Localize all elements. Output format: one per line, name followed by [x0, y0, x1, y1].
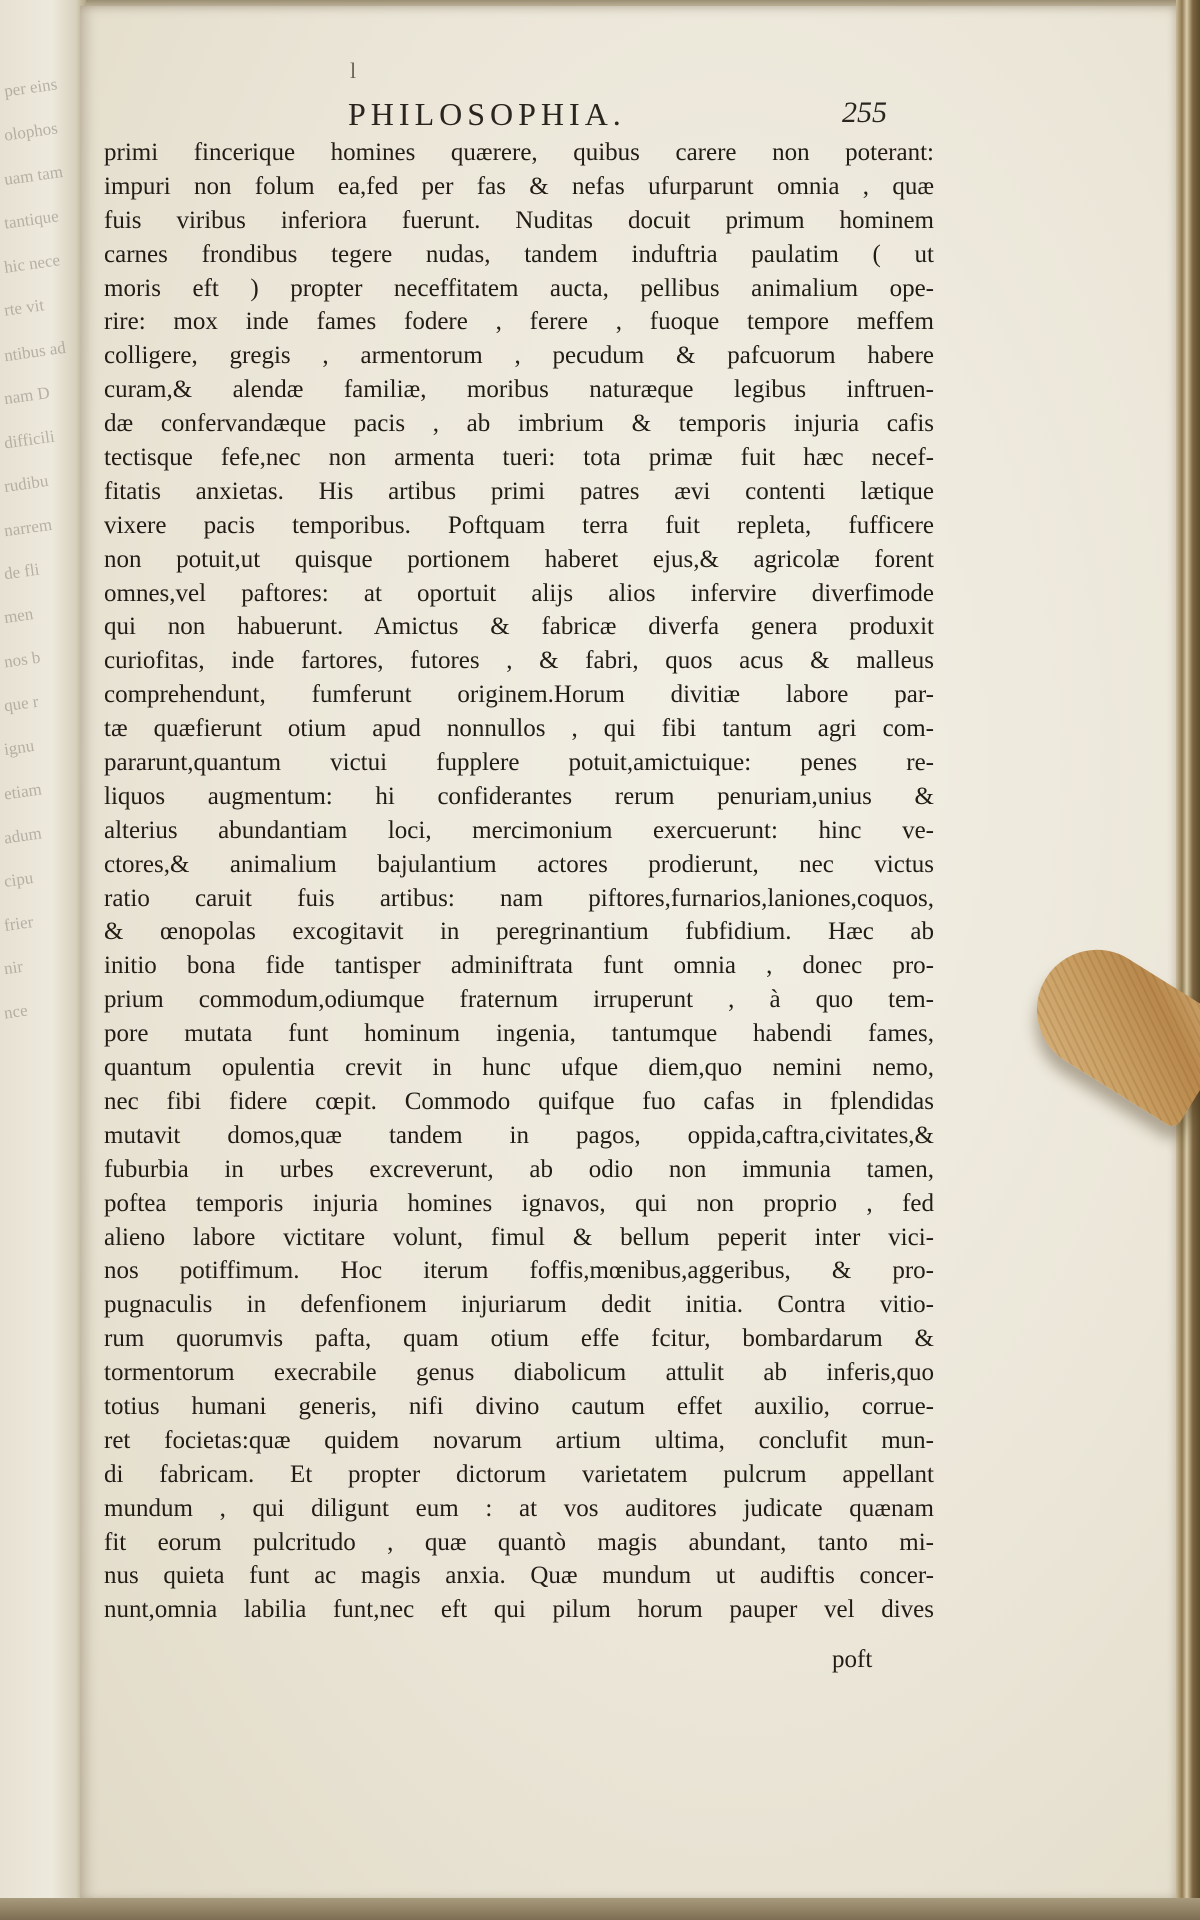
previous-page-strip	[0, 0, 86, 1920]
text-line: mundum , qui diligunt eum : at vos auditores judicate quænam	[104, 1494, 934, 1522]
text-line: poftea temporis injuria homines ignavos, qui non proprio , fed	[104, 1189, 934, 1217]
text-line: liquos augmentum: hi confiderantes rerum penuriam,unius &	[104, 782, 934, 810]
catchword: poft	[832, 1646, 873, 1673]
text-line: ratio caruit fuis artibus: nam piftores,furnarios,laniones,coquos,	[104, 884, 934, 912]
text-line: rum quorumvis pafta, quam otium effe fcitur, bombardarum &	[104, 1325, 934, 1353]
text-line: pugnaculis in defenfionem injuriarum dedit initia. Contra vitio-	[104, 1291, 934, 1319]
bleed-through-fragment: hic nece	[2, 250, 62, 277]
text-line: nec fibi fidere cœpit. Commodo quifque fuo cafas in fplendidas	[104, 1087, 934, 1115]
text-line: fuburbia in urbes excreverunt, ab odio non immunia tamen,	[104, 1155, 934, 1183]
text-line: curam,& alendæ familiæ, moribus naturæque legibus inftruen-	[104, 376, 934, 404]
text-line: quantum opulentia crevit in hunc ufque diem,quo nemini nemo,	[104, 1054, 934, 1082]
text-line: tectisque fefe,nec non armenta tueri: tota primæ fuit hæc necef-	[104, 444, 934, 472]
text-line: tormentorum execrabile genus diabolicum attulit ab inferis,quo	[104, 1359, 934, 1387]
text-line: fit eorum pulcritudo , quæ quantò magis abundant, tanto mi-	[104, 1528, 934, 1556]
bleed-through-fragment: etiam	[2, 779, 43, 804]
text-line: moris eft ) propter neceffitatem aucta, pellibus animalium ope-	[104, 274, 934, 302]
text-line: ret focietas:quæ quidem novarum artium ultima, conclufit mun-	[104, 1426, 934, 1454]
bleed-through-fragment: rudibu	[2, 471, 50, 497]
text-line: prium commodum,odiumque fraternum irruperunt , à quo tem-	[104, 986, 934, 1014]
text-line: alterius abundantiam loci, mercimonium exercuerunt: hinc ve-	[104, 816, 934, 844]
text-line: curiofitas, inde fartores, futores , & fabri, quos acus & malleus	[104, 647, 934, 675]
text-line: nus quieta funt ac magis anxia. Quæ mundum ut audiftis concer-	[104, 1562, 934, 1590]
text-line: qui non habuerunt. Amictus & fabricæ diverfa genera produxit	[104, 613, 934, 641]
text-line: dæ confervandæque pacis , ab imbrium & temporis injuria cafis	[104, 410, 934, 438]
bottom-page-edge	[0, 1898, 1200, 1920]
bleed-through-fragment: tantique	[2, 206, 60, 233]
text-line: pararunt,quantum victui fupplere potuit,amictuique: penes re-	[104, 749, 934, 777]
head-mark: l	[350, 58, 357, 83]
bleed-through-fragment: nir	[2, 956, 25, 979]
bleed-through-fragment: per eins	[2, 74, 59, 101]
bleed-through-fragment: olophos	[2, 118, 59, 145]
text-line: totius humani generis, nifi divino cautum effet auxilio, corrue-	[104, 1392, 934, 1420]
text-line: primi fincerique homines quærere, quibus carere non poterant:	[104, 139, 934, 166]
text-line: carnes frondibus tegere nudas, tandem induftria paulatim ( ut	[104, 240, 934, 268]
text-line: colligere, gregis , armentorum , pecudum & pafcuorum habere	[104, 342, 934, 370]
bleed-through-fragment: rte vit	[2, 295, 46, 320]
text-line: tæ quæfierunt otium apud nonnullos , qui fibi tantum agri com-	[104, 715, 934, 743]
text-line: comprehendunt, fumferunt originem.Horum divitiæ labore par-	[104, 681, 934, 709]
bleed-through-fragment: ignu	[2, 735, 36, 760]
text-line: & œnopolas excogitavit in peregrinantium fubfidium. Hæc ab	[104, 918, 934, 946]
body-text	[104, 136, 934, 1627]
text-line: nos potiffimum. Hoc iterum foffis,mœnibus,aggeribus, & pro-	[104, 1257, 934, 1285]
bleed-through-fragment: cipu	[2, 868, 35, 891]
bleed-through-fragment: nam D	[2, 382, 51, 409]
text-line: di fabricam. Et propter dictorum varietatem pulcrum appellant	[104, 1460, 934, 1488]
bleed-through-fragment: frier	[2, 912, 35, 935]
text-line: omnes,vel paftores: at oportuit alijs alios infervire diverfimode	[104, 579, 934, 607]
text-line: fuis viribus inferiora fuerunt. Nuditas docuit primum hominem	[104, 206, 934, 234]
bleed-through-fragment: de fli	[2, 559, 41, 584]
bleed-through-fragment: ntibus ad	[2, 337, 67, 366]
text-line: mutavit domos,quæ tandem in pagos, oppida,caftra,civitates,&	[104, 1121, 934, 1149]
bleed-through-fragment: difficili	[2, 426, 56, 453]
text-line: ctores,& animalium bajulantium actores prodierunt, nec victus	[104, 850, 934, 878]
bleed-through-fragment: nce	[2, 1000, 29, 1023]
text-line: nunt,omnia labilia funt,nec eft qui pilum horum pauper vel dives	[104, 1596, 934, 1624]
text-line: alieno labore victitare volunt, fimul & bellum peperit inter vici-	[104, 1223, 934, 1251]
bleed-through-fragment: nos b	[2, 647, 42, 672]
bleed-through-fragment: adum	[2, 823, 43, 848]
bleed-through-fragment: que r	[2, 691, 40, 716]
bleed-through-fragment: uam tam	[2, 161, 64, 190]
text-line: vixere pacis temporibus. Poftquam terra fuit repleta, fufficere	[104, 511, 934, 539]
text-line: pore mutata funt hominum ingenia, tantumque habendi fames,	[104, 1020, 934, 1048]
running-head: PHILOSOPHIA.	[348, 96, 626, 132]
page-stack-edge	[1176, 0, 1200, 1920]
text-line: fitatis anxietas. His artibus primi patres ævi contenti lætique	[104, 477, 934, 505]
bleed-through-fragment: narrem	[2, 514, 54, 541]
text-line: initio bona fide tantisper adminiftrata funt omnia , donec pro-	[104, 952, 934, 980]
text-line: impuri non folum ea,fed per fas & nefas ufurparunt omnia , quæ	[104, 172, 934, 200]
text-line: rire: mox inde fames fodere , ferere , fuoque tempore meffem	[104, 308, 934, 336]
text-line: non potuit,ut quisque portionem haberet ejus,& agricolæ forent	[104, 545, 934, 573]
page-number: 255	[842, 96, 887, 129]
bleed-through-fragment: men	[2, 604, 35, 627]
